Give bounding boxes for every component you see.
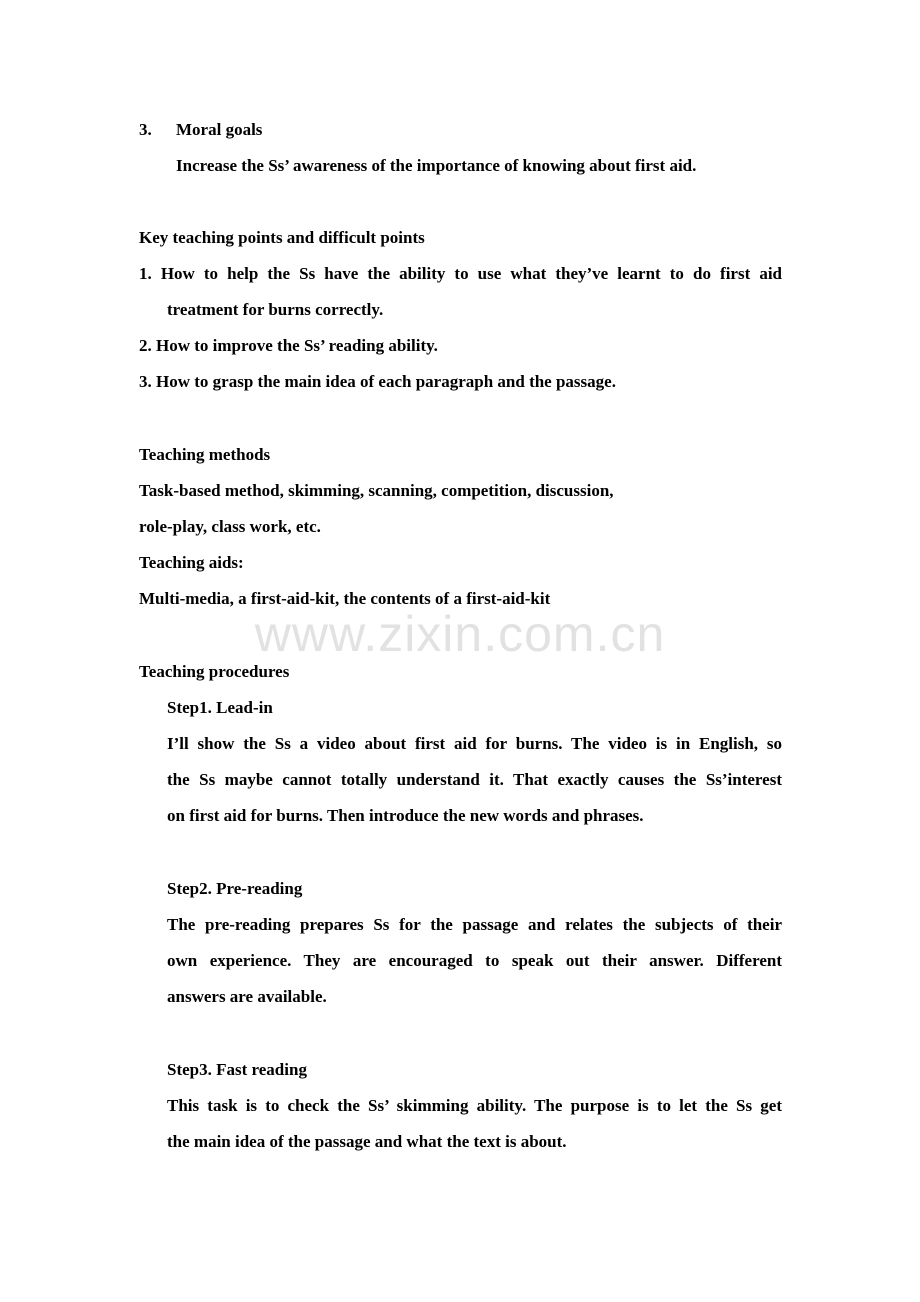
step3-title: Step3. Fast reading <box>167 1060 307 1079</box>
key-point-1-line1: 1. How to help the Ss have the ability to use what they’ve learnt to do first aid <box>139 264 782 283</box>
step2-line2: own experience. They are encouraged to speak out their answer. Different <box>167 951 782 970</box>
step1-title: Step1. Lead-in <box>167 698 273 717</box>
moral-goals-text: Increase the Ss’ awareness of the importance of knowing about first aid. <box>176 156 697 175</box>
step1-line2: the Ss maybe cannot totally understand it. That exactly causes the Ss’interest <box>167 770 782 789</box>
methods-line1: Task-based method, skimming, scanning, competition, discussion, <box>139 481 614 500</box>
section-title: Moral goals <box>176 120 263 139</box>
aids-text: Multi-media, a first-aid-kit, the contents of a first-aid-kit <box>139 589 551 608</box>
step2-line1: The pre-reading prepares Ss for the passage and relates the subjects of their <box>167 915 782 934</box>
methods-line2: role-play, class work, etc. <box>139 517 321 536</box>
methods-heading: Teaching methods <box>139 445 271 464</box>
step1-line3: on first aid for burns. Then introduce the new words and phrases. <box>167 806 644 825</box>
procedures-heading: Teaching procedures <box>139 662 290 681</box>
step1-line1: I’ll show the Ss a video about first aid for burns. The video is in English, so <box>167 734 782 753</box>
key-point-1-line2: treatment for burns correctly. <box>167 300 384 319</box>
key-point-2: 2. How to improve the Ss’ reading ability. <box>139 336 438 355</box>
key-points-heading: Key teaching points and difficult points <box>139 228 425 247</box>
aids-heading: Teaching aids: <box>139 553 244 572</box>
step3-line1: This task is to check the Ss’ skimming ability. The purpose is to let the Ss get <box>167 1096 782 1115</box>
moral-goals-heading <box>139 119 782 141</box>
section-number: 3. <box>139 120 152 139</box>
step2-title: Step2. Pre-reading <box>167 879 303 898</box>
watermark: www.zixin.com.cn <box>254 606 666 662</box>
key-point-3: 3. How to grasp the main idea of each paragraph and the passage. <box>139 372 616 391</box>
step2-line3: answers are available. <box>167 987 327 1006</box>
step3-line2: the main idea of the passage and what the text is about. <box>167 1132 567 1151</box>
